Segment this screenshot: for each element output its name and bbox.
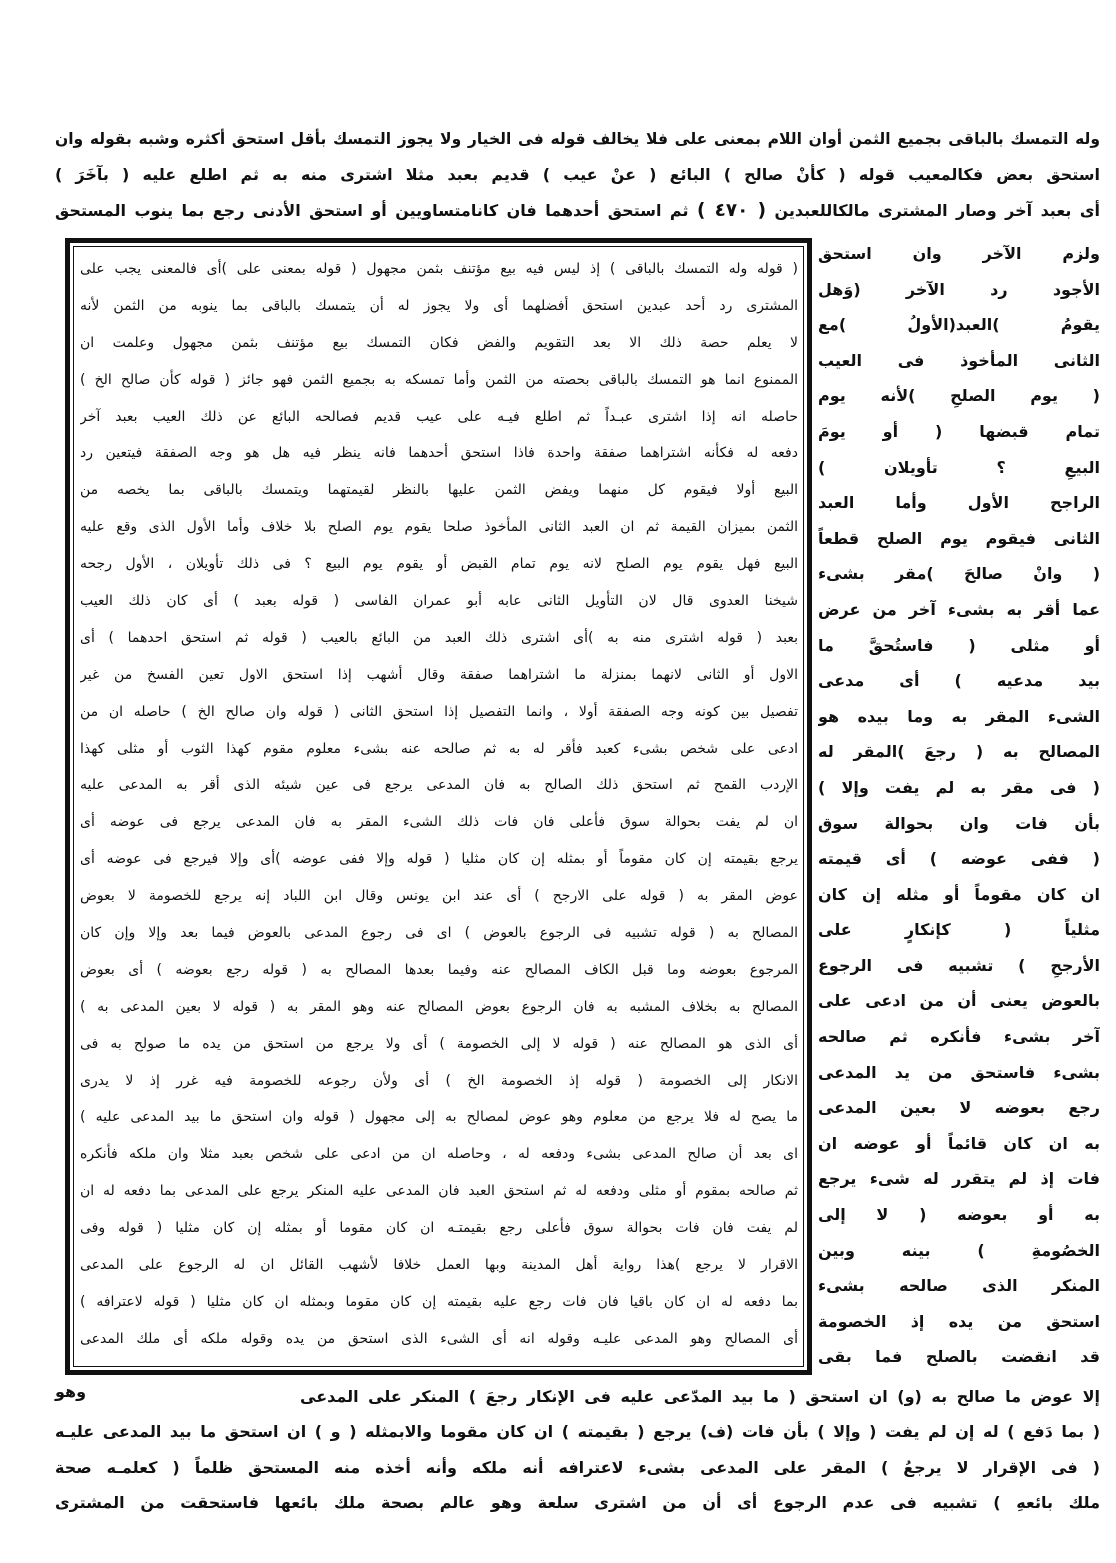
main-text-side-column bbox=[818, 236, 1100, 1375]
side-column-line: بيد مدعيه ) أى مدعى bbox=[818, 671, 1100, 691]
side-column-line: المنكر الذى صالحه بشىء bbox=[818, 1276, 1100, 1296]
commentary-line: ما يصح له فلا يرجع من معلوم وهو عوض لمصالح به إلى مجهول ( قوله وان استحق ما بيد المدعى عليه ) bbox=[80, 1109, 798, 1126]
commentary-line: الاقرار لا يرجع )هذا رواية أهل المدينة وبها العمل خلافا لأشهب القائل ان له الرجوع على المدعى bbox=[80, 1257, 798, 1274]
commentary-line: المصالح به بخلاف المشبه به فان الرجوع بعوض المصالح عنه وهو المقر به ( قوله لا بعين المدعى به ) bbox=[80, 998, 798, 1015]
main-text-bottom bbox=[55, 1379, 1100, 1520]
commentary-line: اى بعد أن صالح المدعى بشىء ودفعه له ، وحاصله ان من ادعى على شخص بعبد مثلا وان ملكه فأنكره bbox=[80, 1146, 798, 1163]
main-text-top bbox=[55, 121, 1100, 229]
side-column-line: أو مثلى ( فاستُحقَّ ما bbox=[818, 635, 1100, 655]
side-column-line: قد انقضت بالصلح فما بقى bbox=[818, 1347, 1100, 1367]
page-number: ( ٤٧٠ ) bbox=[696, 200, 767, 221]
commentary-line: بما دفعه له ان كان باقيا فان فات رجع عليه بقيمته إن كان مقوما وبمثله ان كان مثليا ( قوله لاعترافه ) bbox=[80, 1293, 798, 1310]
side-column-line: فات إذ لم يتقرر له شىء يرجع bbox=[818, 1169, 1100, 1189]
commentary-text bbox=[80, 251, 798, 1358]
commentary-line: الإردب القمح ثم استحق ذلك الصالح به فان المدعى يرجع فى عين شيئه الذى أقر به المدعى عليه bbox=[80, 777, 798, 794]
commentary-line: بعبد ( قوله اشترى منه به )أى اشترى ذلك العبد من البائع بالعيب ( قوله ثم استحق احدهما ) أى bbox=[80, 629, 798, 646]
commentary-line: المرجوع بعوضه وما قبل الكاف المصالح عنه وفيما بعدها المصالح به ( قوله رجع بعوضه ) أى بعوض bbox=[80, 961, 798, 978]
commentary-line: أى المصالح وهو المدعى عليـه وقوله انه أى الشىء الذى استحق من يده وقوله ملكه أى ملك المدعى bbox=[80, 1330, 798, 1347]
commentary-line: المصالح به ( قوله تشبيه فى الرجوع بالعوض ) اى فى رجوع المدعى بالعوض فيما بعد وإلا وإن كان bbox=[80, 925, 798, 942]
commentary-line: لا يعلم حصة ذلك الا بعد التقويم والفض فكان التمسك بيع مؤتنف بثمن مجهول وعلمت ان bbox=[80, 334, 798, 351]
side-column-line: به ان كان قائماً أو عوضه ان bbox=[818, 1133, 1100, 1153]
main-text-line: ملك بائعهِ ) تشبيه فى عدم الرجوع أى أن من اشترى سلعة وهو عالم بصحة ملك بائعها فاستحقت من المشترى bbox=[55, 1492, 1100, 1512]
side-column-line: الثانى المأخوذ فى العيب bbox=[818, 350, 1100, 370]
side-column-line: ( وانْ صالحَ )مقر بشىء bbox=[818, 564, 1100, 584]
main-text-line bbox=[55, 1379, 1100, 1414]
commentary-line: الممنوع انما هو التمسك بالباقى بحصته من الثمن وأما تمسكه به بجميع الثمن فهو جائز ( قوله كأن صالح الخ ) bbox=[80, 371, 798, 388]
commentary-line: تفصيل بين كونه وجه الصفقة أولا ، وانما التفصيل إذا استحق الثانى ( قوله وان صالح الخ ) حاصله ان من bbox=[80, 703, 798, 720]
side-column-line: ان كان مقوماً أو مثله إن كان bbox=[818, 884, 1100, 904]
side-column-line: الأجود رد الآخر (وَهل bbox=[818, 279, 1100, 299]
main-text-line: وله التمسك بالباقى بجميع الثمن أوان اللام بمعنى على فلا يخالف قوله فى الخيار ولا يجوز التمسك بأقل استحق أكثره وشبه بقوله وان bbox=[55, 130, 1100, 148]
commentary-line: ثم صالحه بمقوم أو مثلى ودفعه له ثم استحق العبد فان المدعى عليه المنكر يرجع على المدعى بما دفعه له ان bbox=[80, 1183, 798, 1200]
commentary-line: المشترى رد أحد عبدين استحق أفضلهما أى ولا يجوز له أن يتمسك بالباقى بما ينوبه من الثمن لأنه bbox=[80, 297, 798, 314]
main-text-line: ( فى الإقرار لا يرجعُ ) المقر على المدعى بشىء لاعترافه أنه ملكه وأنه أخذه منه المستحق ظلماً ( كعلمـه صحة bbox=[55, 1457, 1100, 1477]
commentary-line: أى الذى هو المصالح عنه ( قوله لا إلى الخصومة ) أى ولا يرجع من استحق من يده ما صولح به فى bbox=[80, 1035, 798, 1052]
main-text-line: استحق بعض فكالمعيب قوله ( كأنْ صالح ) البائع ( عنْ عيب ) قديم بعبد مثلا اشترى منه به ثم اطلع عليه ( بآخَرَ ) bbox=[55, 165, 1100, 184]
side-column-line: المصالح به ( رجعَ )المقر له bbox=[818, 742, 1100, 762]
main-text-fragment: ثم استحق أحدهما فان كانامتساويين أو استحق الأدنى رجع بما ينوب المستحق bbox=[55, 201, 689, 220]
commentary-line: دفعه له فكأنه اشتراهما صفقة واحدة فاذا استحق أحدهما فانه ينظر فيه هل هو وجه الصفقة فيتعين رد bbox=[80, 445, 798, 462]
main-text-fragment: وهو bbox=[55, 1382, 87, 1401]
main-text-line: ( بما دَفع ) له إن لم يفت ( وإلا ) بأن فات (ف) يرجع ( بقيمته ) ان كان مقوما والابمثله ( و ) ان استحق ما بيد المدعى عليـه bbox=[55, 1422, 1100, 1442]
side-column-line: الأرجحِ ) تشبيه فى الرجوع bbox=[818, 955, 1100, 975]
side-column-line: مثلياً ( كإنكارٍ على bbox=[818, 920, 1100, 940]
side-column-line: الثانى فيقوم يوم الصلح قطعاً bbox=[818, 528, 1100, 548]
side-column-line: ( فى مقر به لم يفت وإلا ) bbox=[818, 777, 1100, 797]
commentary-line: لم يفت فان فات بحوالة سوق فأعلى رجع بقيمتـه ان كان مقوما أو بمثله إن كان مثليا ( قوله وفى bbox=[80, 1220, 798, 1237]
commentary-line: ادعى على شخص بشىء كعبد فأقر له به ثم صالحه عنه بشىء معلوم مقوم كهذا الثوب أو مثلى كهذا bbox=[80, 740, 798, 757]
commentary-line: الاول أو الثانى لانهما بمنزلة ما اشتراهما صفقة وقال أشهب إذا استحق الاول تعين الفسخ من غير bbox=[80, 666, 798, 683]
commentary-line: يرجع بقيمته إن كان مقوماً أو بمثله إن كان مثليا ( قوله وإلا ففى عوضه )أى وإلا فيرجع فى عوضه أى bbox=[80, 851, 798, 868]
main-text-bottom-lines bbox=[55, 1414, 1100, 1520]
commentary-line: البيع فهل يقوم يوم الصلح لانه يوم تمام القبض أو يقوم يوم البيع ؟ فى ذلك تأويلان ، الأول رجحه bbox=[80, 556, 798, 573]
side-column-line: ( ففى عوضه ) أى قيمته bbox=[818, 849, 1100, 869]
commentary-line: الانكار إلى الخصومة ( قوله إذ الخصومة الخ ) أى ولأن رجوعه للخصومة فيه غرر إذ لا يدرى bbox=[80, 1072, 798, 1089]
commentary-line: عوض المقر به ( قوله على الارجح ) أى عند ابن يونس وقال ابن اللباد إنه يرجع للخصومة لا بعوض bbox=[80, 888, 798, 905]
side-column-line: ولزم الآخر وان استحق bbox=[818, 244, 1100, 263]
side-column-line: عما أقر به بشىء آخر من عرض bbox=[818, 599, 1100, 619]
main-text-fragment: أى بعبد آخر وصار المشترى مالكاللعبدين bbox=[774, 201, 1100, 220]
side-column-line: آخر بشىء فأنكره ثم صالحه bbox=[818, 1027, 1100, 1047]
main-text-top-lines bbox=[55, 121, 1100, 193]
side-column-line: يقومُ )العبد(الأولُ )مع bbox=[818, 315, 1100, 335]
main-text-fragment: إلا عوض ما صالح به (و) ان استحق ( ما بيد المدّعى عليه فى الإنكار رجعَ ) المنكر على المدعى bbox=[300, 1387, 1100, 1406]
commentary-line: ان لم يفت بحوالة سوق فأعلى فان فات ذلك الشىء المقر به فان المدعى يرجع فى عوضه أى bbox=[80, 814, 798, 831]
side-column-line: به أو بعوضه ( لا إلى bbox=[818, 1205, 1100, 1225]
side-column-line: ( يوم الصلحِ )لأنه يوم bbox=[818, 386, 1100, 406]
side-column-line: بالعوض يعنى أن من ادعى على bbox=[818, 991, 1100, 1011]
side-column-line: رجع بعوضه لا بعين المدعى bbox=[818, 1098, 1100, 1118]
side-column-line: الشىء المقر به وما بيده هو bbox=[818, 706, 1100, 726]
side-column-line: البيعِ ؟ تأويلان ) bbox=[818, 457, 1100, 477]
side-column-line: استحق من يده إذ الخصومة bbox=[818, 1311, 1100, 1331]
side-column-line: بشىء فاستحق من يد المدعى bbox=[818, 1062, 1100, 1082]
commentary-line: البيع أولا فيقوم كل منهما ويفض الثمن عليها بالنظر لقيمتهما ويتمسك بالباقى بما يخصه من bbox=[80, 482, 798, 499]
commentary-line: شيخنا العدوى قال لان التأويل الثانى عابه أبو عمران الفاسى ( قوله بعبد ) أى كان ذلك العيب bbox=[80, 593, 798, 610]
commentary-line: ( قوله وله التمسك بالباقى ) إذ ليس فيه بيع مؤتنف بثمن مجهول ( قوله بمعنى على )أى فالمعنى يجب على bbox=[80, 261, 798, 277]
commentary-line: حاصله انه إذا اشترى عبـداً ثم اطلع فيـه على عيب قديم فصالحه البائع عن ذلك العيب بعبد آخر bbox=[80, 408, 798, 425]
main-text-line bbox=[55, 193, 1100, 229]
side-column-line: بأن فات وان بحوالة سوق bbox=[818, 813, 1100, 833]
side-column-line: الخصُومةِ ) بينه وبين bbox=[818, 1240, 1100, 1260]
commentary-line: الثمن بميزان القيمة ثم ان العبد الثانى المأخوذ صلحا يقوم يوم الصلح بلا خلاف وأما الأول الذى وقع عليه bbox=[80, 519, 798, 536]
side-column-line: تمام قبضها ( أو يومَ bbox=[818, 421, 1100, 441]
side-column-line: الراجح الأول وأما العبد bbox=[818, 493, 1100, 513]
